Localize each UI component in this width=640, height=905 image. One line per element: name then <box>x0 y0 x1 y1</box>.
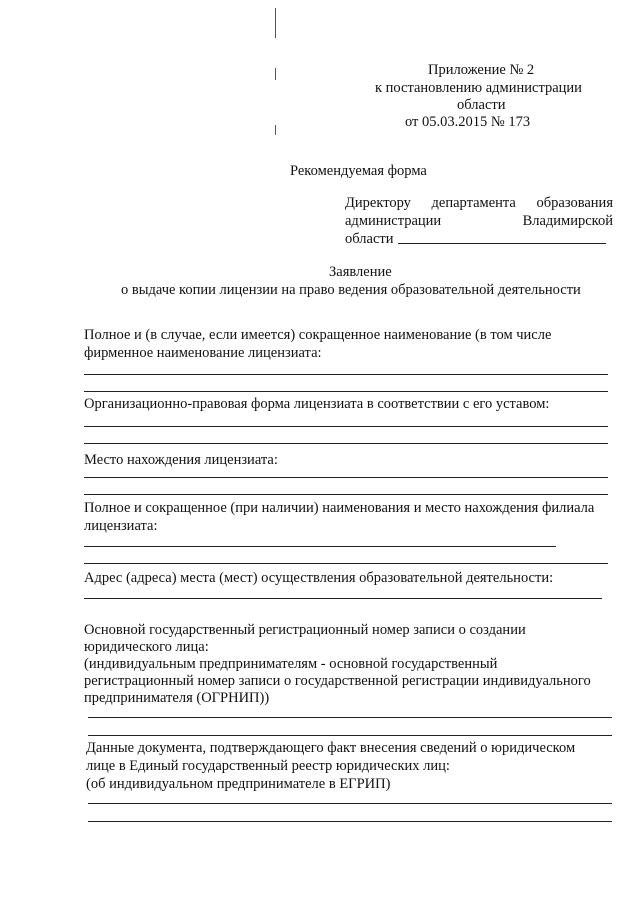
section-label: Полное и (в случае, если имеется) сокращенное наименование (в том числе <box>84 327 552 343</box>
section-label: предпринимателя (ОГРНИП)) <box>84 690 270 706</box>
addressee-block <box>345 195 613 248</box>
fill-line[interactable] <box>84 563 608 564</box>
addressee-word: Директору <box>345 195 411 211</box>
section-label: лице в Единый государственный реестр юридических лиц: <box>86 758 450 774</box>
section-label: Место нахождения лицензиата: <box>84 452 278 468</box>
addressee-line <box>345 195 613 212</box>
section-label: Полное и сокращенное (при наличии) наименования и место нахождения филиала <box>84 500 595 516</box>
form-type-label: Рекомендуемая форма <box>290 163 427 179</box>
addressee-line <box>345 231 613 248</box>
scan-mark <box>275 125 276 135</box>
fill-line[interactable] <box>88 803 612 804</box>
fill-line[interactable] <box>84 426 608 427</box>
fill-line[interactable] <box>84 494 608 495</box>
fill-line[interactable] <box>84 391 608 392</box>
section-label: Основной государственный регистрационный номер записи о создании <box>84 622 526 638</box>
section-label: юридического лица: <box>84 639 209 655</box>
fill-line[interactable] <box>84 443 608 444</box>
section-label: регистрационный номер записи о государственной регистрации индивидуального <box>84 673 591 689</box>
addressee-fill-line[interactable] <box>398 243 606 244</box>
fill-line[interactable] <box>88 717 612 718</box>
appendix-reference: к постановлению администрации <box>375 80 582 96</box>
fill-line[interactable] <box>84 374 608 375</box>
section-label: Адрес (адреса) места (мест) осуществления образовательной деятельности: <box>84 570 554 586</box>
document-title: Заявление <box>329 264 392 280</box>
section-label: лицензиата: <box>84 518 158 534</box>
scan-mark <box>275 8 276 38</box>
addressee-word: департамента <box>431 195 516 211</box>
addressee-word: Владимирской <box>522 213 613 229</box>
fill-line[interactable] <box>84 598 602 599</box>
addressee-word: области <box>345 231 394 247</box>
section-label: Данные документа, подтверждающего факт внесения сведений о юридическом <box>86 740 576 756</box>
appendix-date: от 05.03.2015 № 173 <box>405 114 531 130</box>
fill-line[interactable] <box>88 735 612 736</box>
appendix-title: Приложение № 2 <box>428 62 535 78</box>
addressee-line <box>345 213 613 230</box>
addressee-word: администрации <box>345 213 442 229</box>
section-label: фирменное наименование лицензиата: <box>84 345 322 361</box>
section-label: (об индивидуальном предпринимателе в ЕГРИП) <box>86 776 391 792</box>
fill-line[interactable] <box>84 477 608 478</box>
document-subtitle: о выдаче копии лицензии на право ведения образовательной деятельности <box>121 282 581 298</box>
addressee-word: образования <box>536 195 613 211</box>
section-label: (индивидуальным предпринимателям - основной государственный <box>84 656 498 672</box>
appendix-reference: области <box>457 97 506 113</box>
fill-line[interactable] <box>88 821 612 822</box>
scan-mark <box>275 68 276 80</box>
fill-line[interactable] <box>84 546 556 547</box>
section-label: Организационно-правовая форма лицензиата в соответствии с его уставом: <box>84 396 550 412</box>
